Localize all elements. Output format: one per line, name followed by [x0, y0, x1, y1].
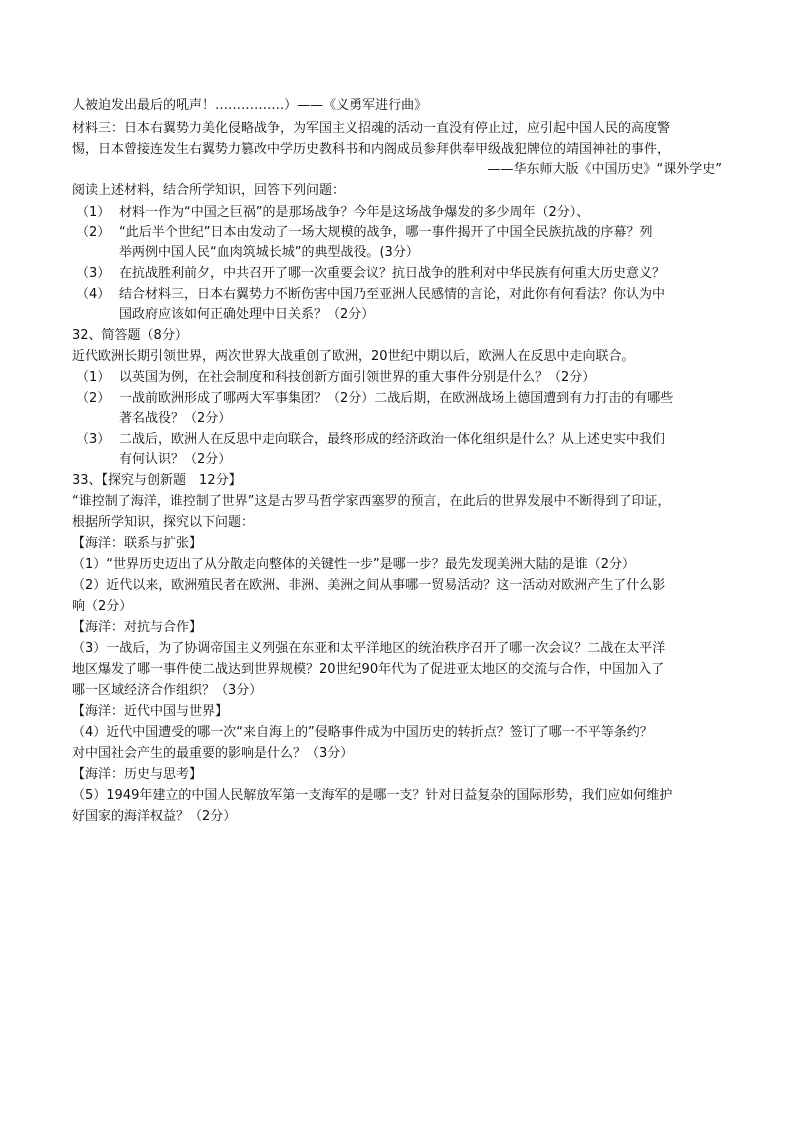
question-text: “此后半个世纪”日本由发动了一场大规模的战争，哪一事件揭开了中国全民族抗战的序幕？列 — [119, 225, 653, 240]
subsection-heading: 【海洋：历史与思考】 — [72, 767, 203, 782]
question-number: （2） — [76, 225, 111, 240]
question-text: （1）“世界历史迈出了从分散走向整体的关键性一步”是哪一步？最先发现美洲大陆的是谁（2分） — [72, 557, 636, 572]
question-text: 结合材料三，日本右翼势力不断伤害中国乃至亚洲人民感情的言论，对此你有何看法？你认为中 — [119, 287, 666, 302]
question-text: 哪一区域经济合作组织？（3分） — [72, 683, 263, 698]
question-text: 国政府应该如何正确处理中日关系？（2分） — [119, 307, 375, 322]
question-text: （4）近代中国遭受的哪一次“来自海上的”侵略事件成为中国历史的转折点？签订了哪一不平等条约？ — [72, 725, 653, 740]
section-intro: 根据所学知识，探究以下问题： — [72, 515, 255, 530]
question-text: 有何认识？（2分） — [119, 452, 232, 467]
section-intro: “谁控制了海洋，谁控制了世界”这是古罗马哲学家西塞罗的预言，在此后的世界发展中不断得到了印证， — [72, 494, 671, 509]
question-text: （3）一战后，为了协调帝国主义列强在东亚和太平洋地区的统治秩序召开了哪一次会议？二战在太平洋 — [72, 641, 666, 656]
question-number: （3） — [76, 432, 111, 447]
question-number: （4） — [76, 287, 111, 302]
question-text: 好国家的海洋权益？（2分） — [72, 809, 237, 824]
question-number: （1） — [76, 370, 111, 385]
section-title: 32、简答题（8分） — [72, 328, 188, 343]
question-text: 以英国为例，在社会制度和科技创新方面引领世界的重大事件分别是什么？（2分） — [119, 370, 596, 385]
question-text: 响（2分） — [72, 599, 133, 614]
material-three-line: 惕，日本曾接连发生右翼势力篡改中学历史教科书和内阁成员参拜供奉甲级战犯牌位的靖国神社的事件， — [72, 142, 671, 157]
material-three-line: 材料三：日本右翼势力美化侵略战争，为军国主义招魂的活动一直没有停止过，应引起中国人民的高度警 — [72, 121, 671, 136]
section-intro: 近代欧洲长期引领世界，两次世界大战重创了欧洲，20世纪中期以后，欧洲人在反思中走向联合。 — [72, 349, 635, 364]
subsection-heading: 【海洋：联系与扩张】 — [72, 536, 203, 551]
question-number: （2） — [76, 391, 111, 406]
question-text: 著名战役？（2分） — [119, 411, 232, 426]
question-text: 举两例中国人民“血肉筑城长城”的典型战役。(3分） — [119, 245, 419, 260]
question-text: 对中国社会产生的最重要的影响是什么？（3分） — [72, 746, 354, 761]
question-number: （1） — [76, 205, 111, 220]
question-number: （3） — [76, 266, 111, 281]
subsection-heading: 【海洋：近代中国与世界】 — [72, 704, 229, 719]
source-citation: ——华东师大版《中国历史》“课外学史” — [487, 162, 722, 177]
question-text: 在抗战胜利前夕，中共召开了哪一次重要会议？抗日战争的胜利对中华民族有何重大历史意义？ — [119, 266, 666, 281]
question-text: 地区爆发了哪一事件使二战达到世界规模？20世纪90年代为了促进亚太地区的交流与合作，中国加入了 — [72, 662, 665, 677]
question-text: （2）近代以来，欧洲殖民者在欧洲、非洲、美洲之间从事哪一贸易活动？这一活动对欧洲产生了什么影 — [72, 578, 666, 593]
question-text: （5）1949年建立的中国人民解放军第一支海军的是哪一支？针对日益复杂的国际形势，我们应如何维护 — [72, 788, 673, 803]
section-title: 33、【探究与创新题 12分】 — [72, 473, 242, 488]
instruction-text: 阅读上述材料，结合所学知识，回答下列问题： — [72, 183, 346, 198]
anthem-quote-line: 人被迫发出最后的吼声！…………….）——《义勇军进行曲》 — [72, 98, 428, 113]
question-text: 材料一作为“中国之巨祸”的是那场战争？今年是这场战争爆发的多少周年（2分）、 — [119, 205, 590, 220]
question-text: 一战前欧洲形成了哪两大军事集团？（2分）二战后期，在欧洲战场上德国遭到有力打击的有哪些 — [119, 391, 674, 406]
question-text: 二战后，欧洲人在反思中走向联合，最终形成的经济政治一体化组织是什么？从上述史实中我们 — [119, 432, 666, 447]
subsection-heading: 【海洋：对抗与合作】 — [72, 620, 203, 635]
